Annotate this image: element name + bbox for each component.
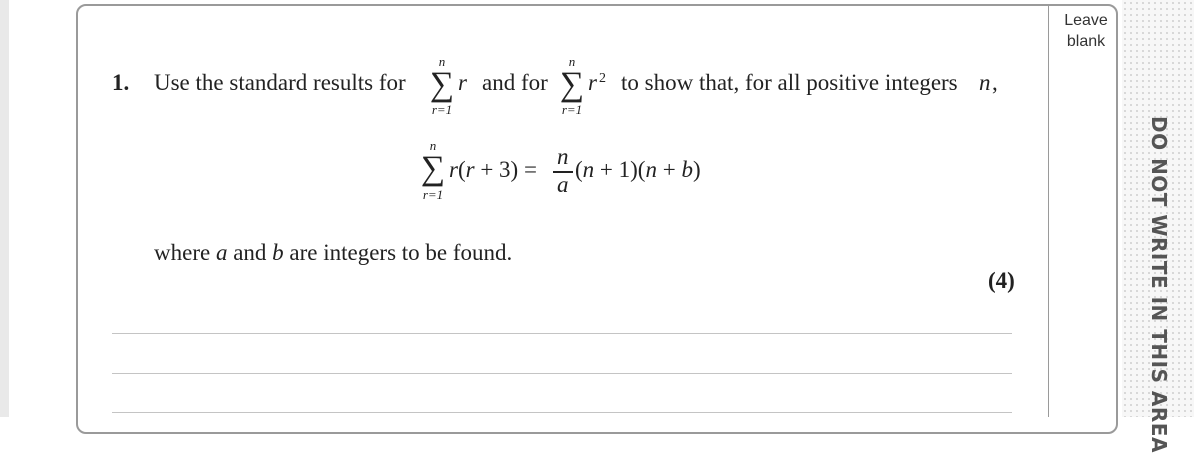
comma: , bbox=[992, 70, 998, 95]
marks-allocation: (4) bbox=[988, 268, 1015, 293]
rhs-open-paren: ( bbox=[575, 157, 583, 182]
answer-line-1[interactable] bbox=[112, 333, 1012, 334]
to-show-text: to show that, for all positive integers bbox=[621, 70, 958, 95]
lhs-r: r bbox=[449, 157, 458, 182]
where-text: where bbox=[154, 240, 211, 265]
left-page-edge bbox=[0, 0, 9, 417]
rhs-plus: + bbox=[656, 157, 682, 182]
answer-line-3[interactable] bbox=[112, 412, 1012, 413]
lhs-plus-three: + 3) = bbox=[474, 157, 537, 182]
where-and: and bbox=[233, 240, 267, 265]
equation-lhs bbox=[449, 157, 537, 183]
rhs-plus-one: + 1)( bbox=[594, 157, 646, 182]
answer-line-2[interactable] bbox=[112, 373, 1012, 374]
do-not-write-notice: DO NOT WRITE IN THIS AREA bbox=[1147, 116, 1171, 453]
sum2-exponent: 2 bbox=[599, 71, 606, 86]
eq-sum-lower-limit: r=1 bbox=[422, 187, 444, 202]
sum1-lower-limit: r=1 bbox=[431, 102, 453, 117]
fraction-denominator: a bbox=[557, 172, 569, 197]
var-n: n bbox=[979, 70, 991, 95]
rhs-close-paren: ) bbox=[692, 157, 701, 182]
sum2-lower-limit: r=1 bbox=[561, 102, 583, 117]
question-frame bbox=[76, 4, 1118, 434]
eq-sigma-symbol: ∑ bbox=[420, 150, 446, 187]
and-for-text: and for bbox=[482, 70, 548, 95]
leave-blank-label bbox=[1058, 10, 1114, 52]
leave-blank-line1: Leave bbox=[1064, 12, 1108, 29]
margin-divider bbox=[1048, 4, 1049, 417]
sum1-term: r bbox=[458, 70, 467, 95]
rhs-n1: n bbox=[582, 157, 595, 182]
where-a: a bbox=[215, 240, 228, 265]
where-b: b bbox=[272, 240, 284, 265]
question-number: 1. bbox=[112, 70, 130, 95]
sigma-symbol-2: ∑ bbox=[559, 66, 585, 103]
fraction-numerator: n bbox=[557, 144, 569, 169]
equation-rhs bbox=[575, 157, 701, 183]
where-sentence bbox=[154, 240, 512, 266]
sum1-upper-limit: n bbox=[438, 54, 446, 69]
lhs-open-paren: ( bbox=[457, 157, 466, 182]
rhs-n2: n bbox=[645, 157, 657, 182]
rhs-b: b bbox=[681, 157, 693, 182]
question-intro: Use the standard results for bbox=[154, 70, 406, 95]
eq-sum-upper-limit: n bbox=[429, 138, 437, 153]
sigma-symbol-1: ∑ bbox=[429, 66, 455, 103]
lhs-r-inner: r bbox=[465, 157, 475, 182]
leave-blank-line2: blank bbox=[1066, 33, 1106, 50]
sum2-term: r bbox=[588, 70, 597, 95]
sum2-upper-limit: n bbox=[568, 54, 576, 69]
where-rest: are integers to be found. bbox=[289, 240, 513, 265]
